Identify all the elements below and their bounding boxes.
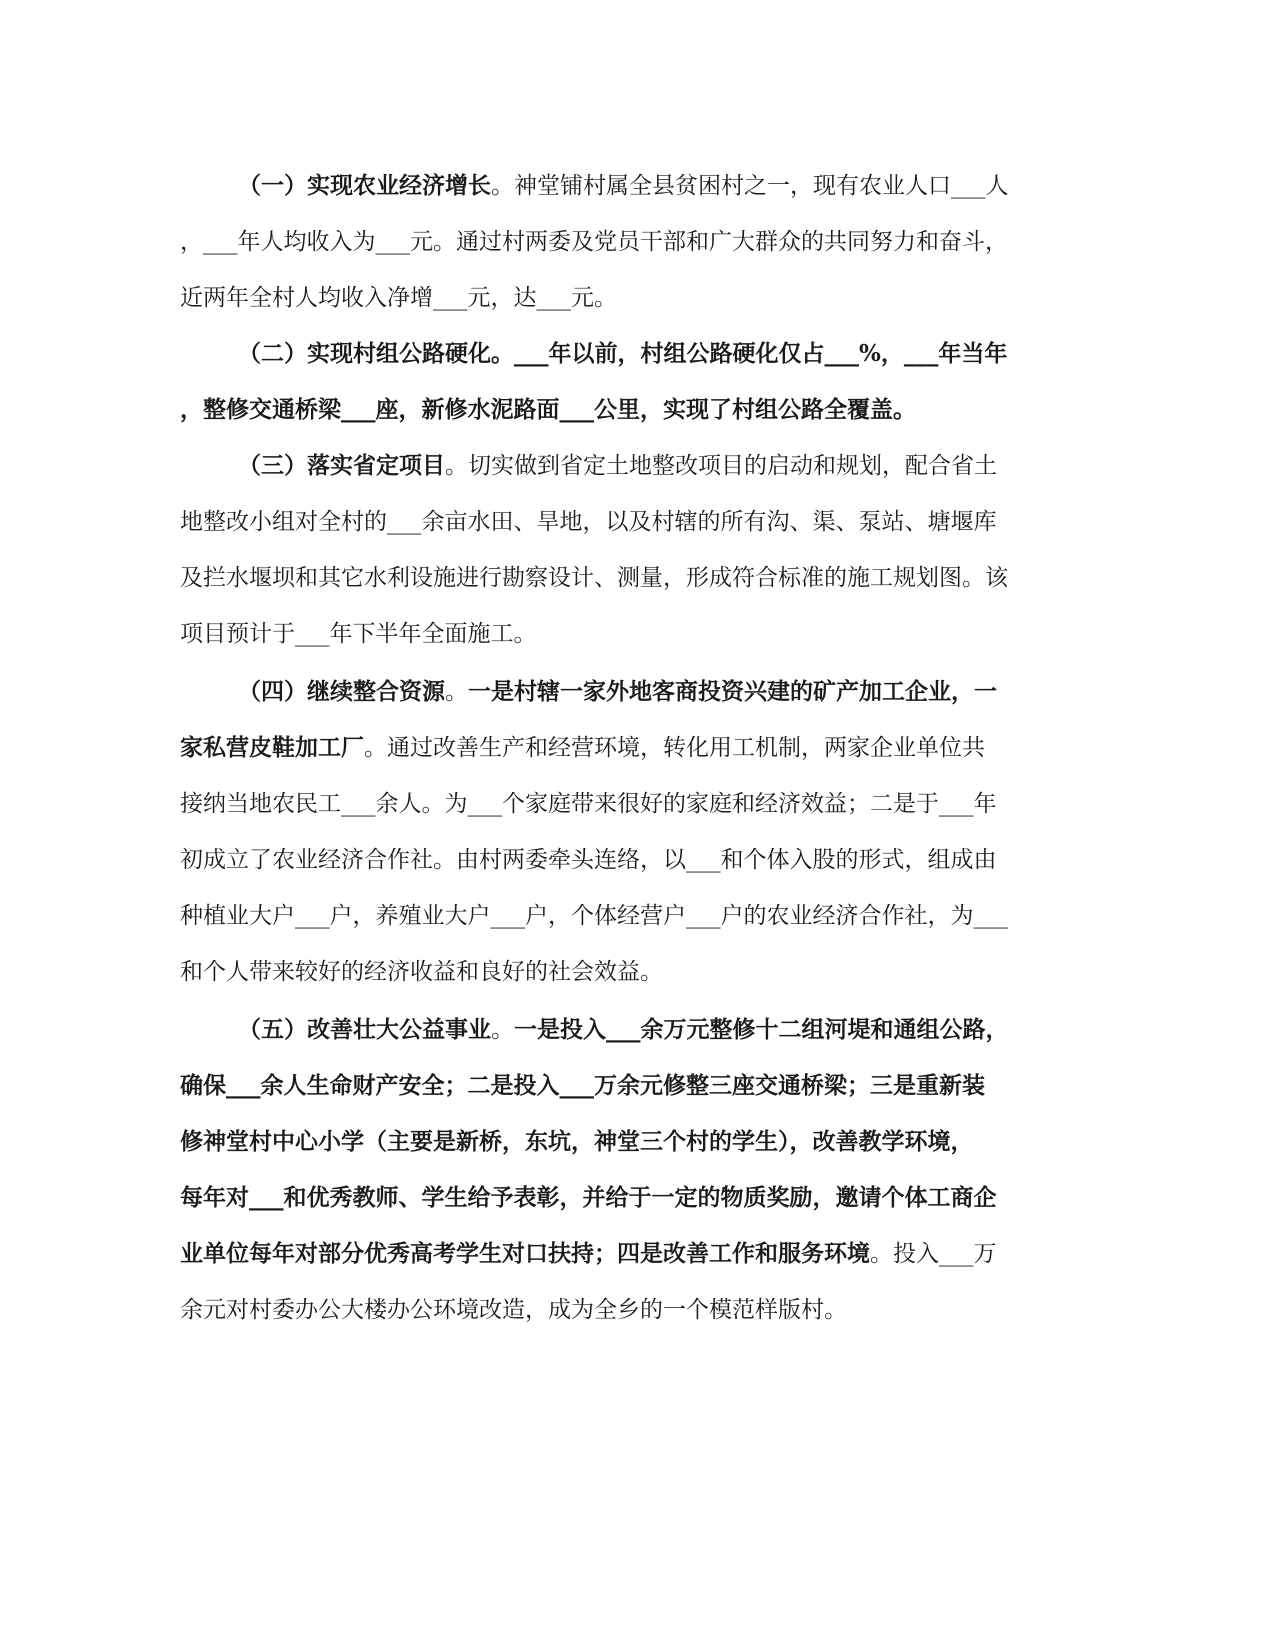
text-line [180,790,997,818]
text-run: 接纳当地农民工___余人。为___个家庭带来很好的家庭和经济效益；二是于___年 [180,791,997,817]
text-line [238,172,1009,200]
bold-text-run: （二）实现村组公路硬化。___年以前，村组公路硬化仅占___%，___年当年 [238,340,1008,367]
text-line [180,958,663,986]
text-line [180,1240,997,1268]
text-run: 余元对村委办公大楼办公环境改造，成为全乡的一个模范样版村。 [180,1297,847,1323]
text-line [180,508,997,536]
text-line [180,1128,974,1156]
text-line [180,846,997,874]
text-run: 。 [491,1017,514,1043]
text-run: 。 [445,679,468,705]
text-line [180,1072,985,1100]
text-run: 和个人带来较好的经济收益和良好的社会效益。 [180,959,663,985]
text-run: 地整改小组对全村的___余亩水田、旱地，以及村辖的所有沟、渠、泵站、塘堰库 [180,509,997,535]
text-run: 。通过改善生产和经营环境，转化用工机制，两家企业单位共 [364,735,985,761]
text-line [238,1016,1009,1044]
text-line [238,340,1007,368]
text-line [180,228,1008,256]
bold-text-run: ，整修交通桥梁___座，新修水泥路面___公里，实现了村组公路全覆盖。 [180,396,916,423]
text-run: 。神堂铺村属全县贫困村之一，现有农业人口___人 [491,173,1009,199]
text-line [180,620,537,648]
bold-text-run: 确保___余人生命财产安全；二是投入___万余元修整三座交通桥梁；三是重新装 [180,1072,985,1099]
text-line [180,902,1008,930]
text-run: 。切实做到省定土地整改项目的启动和规划，配合省土 [445,453,997,479]
bold-text-run: 业单位每年对部分优秀高考学生对口扶持；四是改善工作和服务环境 [180,1240,870,1267]
text-run: 近两年全村人均收入净增___元，达___元。 [180,285,617,311]
bold-text-run: 家私营皮鞋加工厂 [180,734,364,761]
bold-text-run: 一是投入___余万元整修十二组河堤和通组公路， [514,1016,1009,1043]
text-line [180,284,617,312]
bold-text-run: 修神堂村中心小学（主要是新桥，东坑，神堂三个村的学生），改善教学环境， [180,1128,974,1155]
text-line [238,678,997,706]
text-run: 种植业大户___户，养殖业大户___户，个体经营户___户的农业经济合作社，为___ [180,903,1008,929]
text-line [180,1184,997,1212]
bold-text-run: 一是村辖一家外地客商投资兴建的矿产加工企业，一 [468,678,997,705]
bold-text-run: （一）实现农业经济增长 [238,172,491,199]
text-run: ，___年人均收入为___元。通过村两委及党员干部和广大群众的共同努力和奋斗， [180,229,1008,255]
bold-text-run: （三）落实省定项目 [238,452,445,479]
text-line [180,1296,847,1324]
text-line [238,452,997,480]
bold-text-run: 每年对___和优秀教师、学生给予表彰，并给于一定的物质奖励，邀请个体工商企 [180,1184,997,1211]
bold-text-run: （五）改善壮大公益事业 [238,1016,491,1043]
text-run: 。投入___万 [870,1241,997,1267]
text-line [180,396,916,424]
text-line [180,564,1008,592]
text-line [180,734,985,762]
text-run: 及拦水堰坝和其它水利设施进行勘察设计、测量，形成符合标准的施工规划图。该 [180,565,1008,591]
text-run: 项目预计于___年下半年全面施工。 [180,621,537,647]
text-run: 初成立了农业经济合作社。由村两委牵头连络，以___和个体入股的形式，组成由 [180,847,997,873]
bold-text-run: （四）继续整合资源 [238,678,445,705]
